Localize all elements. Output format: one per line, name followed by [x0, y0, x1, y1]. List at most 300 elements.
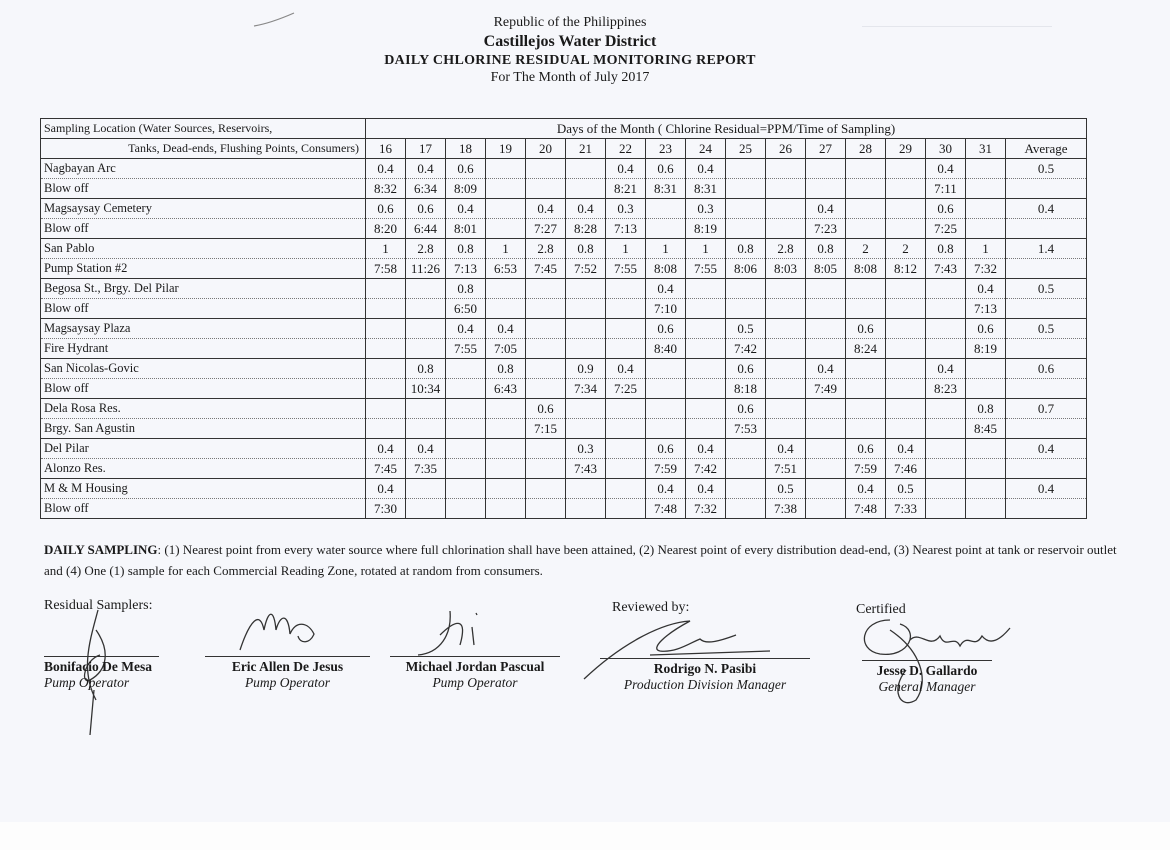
time-cell: 6:34 [406, 179, 446, 199]
time-cell: 7:32 [966, 259, 1006, 279]
ppm-cell: 0.6 [726, 399, 766, 419]
ppm-cell: 2.8 [766, 239, 806, 259]
time-cell [726, 219, 766, 239]
ppm-cell [886, 399, 926, 419]
time-cell [966, 459, 1006, 479]
time-cell [726, 459, 766, 479]
day-header: 21 [566, 139, 606, 159]
signatory-name: Eric Allen De Jesus [231, 659, 344, 674]
time-cell: 7:55 [606, 259, 646, 279]
ppm-cell [606, 399, 646, 419]
signatory-name: Rodrigo N. Pasibi [653, 661, 757, 676]
ppm-cell [406, 479, 446, 499]
ppm-cell: 0.6 [926, 199, 966, 219]
ppm-cell: 0.4 [926, 159, 966, 179]
ppm-cell [966, 359, 1006, 379]
signatory-title: Pump Operator [244, 675, 331, 690]
location-name: Dela Rosa Res. [41, 399, 366, 419]
location-detail: Fire Hydrant [41, 339, 366, 359]
time-cell [686, 299, 726, 319]
time-cell: 7:58 [366, 259, 406, 279]
table-row [41, 359, 1087, 379]
time-cell [846, 179, 886, 199]
time-cell [486, 219, 526, 239]
time-cell [766, 179, 806, 199]
ppm-cell [486, 199, 526, 219]
time-cell: 7:49 [806, 379, 846, 399]
ppm-cell [566, 399, 606, 419]
time-cell: 8:12 [886, 259, 926, 279]
time-cell [886, 379, 926, 399]
ppm-cell [566, 159, 606, 179]
ppm-cell [686, 399, 726, 419]
time-cell [926, 499, 966, 519]
ppm-cell [486, 439, 526, 459]
average-cell: 0.7 [1006, 399, 1087, 419]
time-cell [446, 499, 486, 519]
time-cell [646, 379, 686, 399]
time-cell [526, 299, 566, 319]
average-blank [1006, 299, 1087, 319]
time-cell: 8:45 [966, 419, 1006, 439]
signatory-title: Production Division Manager [623, 677, 787, 692]
average-cell: 0.4 [1006, 479, 1087, 499]
time-cell [806, 179, 846, 199]
ppm-cell: 0.4 [366, 479, 406, 499]
table-row [41, 499, 1087, 519]
location-detail: Blow off [41, 299, 366, 319]
time-cell: 7:15 [526, 419, 566, 439]
ppm-cell [606, 439, 646, 459]
average-blank [1006, 419, 1087, 439]
time-cell: 7:46 [886, 459, 926, 479]
ppm-cell [926, 439, 966, 459]
table-row [41, 159, 1087, 179]
signature-eric [230, 600, 330, 660]
time-cell: 8:19 [966, 339, 1006, 359]
time-cell: 8:09 [446, 179, 486, 199]
time-cell: 7:43 [926, 259, 966, 279]
ppm-cell [406, 319, 446, 339]
time-cell: 8:31 [646, 179, 686, 199]
ppm-cell [366, 319, 406, 339]
ppm-cell: 0.4 [686, 159, 726, 179]
day-header: 23 [646, 139, 686, 159]
ppm-cell [406, 399, 446, 419]
location-name: San Pablo [41, 239, 366, 259]
time-cell: 7:05 [486, 339, 526, 359]
time-cell [726, 179, 766, 199]
time-cell: 8:24 [846, 339, 886, 359]
location-name: Del Pilar [41, 439, 366, 459]
day-header: 20 [526, 139, 566, 159]
ppm-cell [526, 439, 566, 459]
time-cell: 7:27 [526, 219, 566, 239]
time-cell: 7:13 [966, 299, 1006, 319]
location-detail: Blow off [41, 499, 366, 519]
time-cell [366, 379, 406, 399]
time-cell [766, 419, 806, 439]
time-cell [686, 379, 726, 399]
time-cell: 7:45 [366, 459, 406, 479]
time-cell [766, 379, 806, 399]
ppm-cell [686, 279, 726, 299]
time-cell: 8:21 [606, 179, 646, 199]
ppm-cell: 1 [366, 239, 406, 259]
time-cell [566, 499, 606, 519]
ppm-cell [926, 279, 966, 299]
ppm-cell: 0.4 [406, 439, 446, 459]
average-header: Average [1006, 139, 1087, 159]
ppm-cell [886, 159, 926, 179]
ppm-cell [526, 359, 566, 379]
ppm-cell: 0.8 [726, 239, 766, 259]
ppm-cell: 0.4 [566, 199, 606, 219]
time-cell [806, 499, 846, 519]
table-row [41, 379, 1087, 399]
ppm-cell: 0.4 [486, 319, 526, 339]
time-cell: 8:08 [646, 259, 686, 279]
ppm-cell: 0.8 [446, 239, 486, 259]
day-header: 19 [486, 139, 526, 159]
time-cell [406, 339, 446, 359]
ppm-cell: 0.6 [526, 399, 566, 419]
time-cell [926, 339, 966, 359]
ppm-cell: 0.3 [606, 199, 646, 219]
ppm-cell [766, 319, 806, 339]
time-cell [686, 339, 726, 359]
ppm-cell: 1 [686, 239, 726, 259]
time-cell [646, 219, 686, 239]
time-cell [886, 339, 926, 359]
time-cell [806, 299, 846, 319]
ppm-cell [566, 279, 606, 299]
note-label: DAILY SAMPLING [44, 542, 158, 557]
ppm-cell [486, 159, 526, 179]
time-cell [406, 499, 446, 519]
day-header: 18 [446, 139, 486, 159]
time-cell [766, 299, 806, 319]
table-row [41, 339, 1087, 359]
time-cell [486, 419, 526, 439]
ppm-cell: 2 [886, 239, 926, 259]
time-cell: 8:03 [766, 259, 806, 279]
ppm-cell: 0.4 [646, 479, 686, 499]
time-cell [446, 459, 486, 479]
time-cell [366, 419, 406, 439]
time-cell [766, 219, 806, 239]
time-cell: 10:34 [406, 379, 446, 399]
time-cell [486, 459, 526, 479]
time-cell [526, 499, 566, 519]
time-cell: 8:01 [446, 219, 486, 239]
time-cell [886, 179, 926, 199]
ppm-cell [526, 319, 566, 339]
ppm-cell [886, 359, 926, 379]
chlorine-residual-table [40, 118, 1087, 519]
time-cell [846, 419, 886, 439]
time-cell [886, 419, 926, 439]
time-cell: 8:06 [726, 259, 766, 279]
location-name: San Nicolas-Govic [41, 359, 366, 379]
time-cell [486, 179, 526, 199]
time-cell: 8:40 [646, 339, 686, 359]
time-cell [606, 299, 646, 319]
ppm-cell: 0.4 [966, 279, 1006, 299]
location-name: Nagbayan Arc [41, 159, 366, 179]
ppm-cell [646, 199, 686, 219]
time-cell: 8:05 [806, 259, 846, 279]
average-blank [1006, 339, 1087, 359]
ppm-cell [766, 159, 806, 179]
table-row [41, 399, 1087, 419]
time-cell [566, 419, 606, 439]
time-cell [566, 299, 606, 319]
ppm-cell [646, 399, 686, 419]
time-cell [926, 299, 966, 319]
ppm-cell [646, 359, 686, 379]
ppm-cell: 0.4 [406, 159, 446, 179]
average-blank [1006, 179, 1087, 199]
day-header: 24 [686, 139, 726, 159]
time-cell [526, 379, 566, 399]
ppm-cell [966, 439, 1006, 459]
location-detail: Blow off [41, 379, 366, 399]
ppm-cell: 0.8 [806, 239, 846, 259]
average-cell: 0.5 [1006, 319, 1087, 339]
time-cell [806, 419, 846, 439]
average-cell: 0.5 [1006, 279, 1087, 299]
average-blank [1006, 259, 1087, 279]
table-row [41, 219, 1087, 239]
time-cell [366, 339, 406, 359]
location-detail: Brgy. San Agustin [41, 419, 366, 439]
time-cell: 7:11 [926, 179, 966, 199]
time-cell [886, 219, 926, 239]
day-header: 28 [846, 139, 886, 159]
day-header: 27 [806, 139, 846, 159]
ppm-cell [726, 159, 766, 179]
time-cell: 7:10 [646, 299, 686, 319]
ppm-cell [566, 479, 606, 499]
time-cell [846, 219, 886, 239]
ppm-cell: 1 [606, 239, 646, 259]
ppm-cell [926, 319, 966, 339]
time-cell [486, 499, 526, 519]
ppm-cell [446, 399, 486, 419]
ppm-cell: 0.6 [966, 319, 1006, 339]
ppm-cell: 0.4 [686, 439, 726, 459]
ppm-cell [806, 319, 846, 339]
time-cell [806, 459, 846, 479]
location-name: Magsaysay Cemetery [41, 199, 366, 219]
time-cell: 7:25 [606, 379, 646, 399]
time-cell [606, 499, 646, 519]
time-cell: 7:51 [766, 459, 806, 479]
ppm-cell: 0.5 [886, 479, 926, 499]
ppm-cell: 0.4 [766, 439, 806, 459]
day-header: 29 [886, 139, 926, 159]
location-header-line2: Tanks, Dead-ends, Flushing Points, Consumers) [41, 139, 366, 159]
ppm-cell [886, 199, 926, 219]
location-detail: Alonzo Res. [41, 459, 366, 479]
ppm-cell [566, 319, 606, 339]
ppm-cell [526, 159, 566, 179]
time-cell: 8:20 [366, 219, 406, 239]
table-row [41, 279, 1087, 299]
ppm-cell [846, 159, 886, 179]
ppm-cell: 0.4 [806, 199, 846, 219]
time-cell: 7:52 [566, 259, 606, 279]
ppm-cell [606, 319, 646, 339]
ppm-cell: 0.3 [686, 199, 726, 219]
signatory-rodrigo [600, 658, 810, 693]
signatory-title: Pump Operator [432, 675, 518, 690]
time-cell [966, 379, 1006, 399]
ppm-cell: 0.6 [846, 319, 886, 339]
time-cell [606, 339, 646, 359]
daily-sampling-note [44, 540, 1124, 582]
ppm-cell [886, 319, 926, 339]
time-cell: 6:44 [406, 219, 446, 239]
location-detail: Blow off [41, 179, 366, 199]
ppm-cell [606, 479, 646, 499]
ppm-cell [886, 279, 926, 299]
time-cell: 7:35 [406, 459, 446, 479]
ppm-cell: 0.4 [446, 199, 486, 219]
ppm-cell [806, 159, 846, 179]
time-cell [886, 299, 926, 319]
ppm-cell: 0.6 [846, 439, 886, 459]
table-row [41, 419, 1087, 439]
time-cell [846, 299, 886, 319]
ppm-cell: 0.4 [366, 159, 406, 179]
ppm-cell: 2.8 [406, 239, 446, 259]
time-cell: 7:48 [646, 499, 686, 519]
time-cell: 8:28 [566, 219, 606, 239]
ppm-cell [806, 439, 846, 459]
ppm-cell: 0.8 [486, 359, 526, 379]
ppm-cell [486, 399, 526, 419]
ppm-cell [446, 439, 486, 459]
ppm-cell: 0.4 [926, 359, 966, 379]
time-cell [566, 339, 606, 359]
time-cell: 7:55 [446, 339, 486, 359]
table-row [41, 459, 1087, 479]
ppm-cell: 0.5 [726, 319, 766, 339]
time-cell [446, 419, 486, 439]
table-row [41, 259, 1087, 279]
time-cell: 6:43 [486, 379, 526, 399]
ppm-cell [966, 479, 1006, 499]
residual-samplers-label: Residual Samplers: [44, 598, 153, 613]
average-cell: 0.5 [1006, 159, 1087, 179]
time-cell [846, 379, 886, 399]
ppm-cell [366, 399, 406, 419]
ppm-cell [406, 279, 446, 299]
ppm-cell [526, 279, 566, 299]
ppm-cell [846, 199, 886, 219]
ppm-cell: 0.4 [686, 479, 726, 499]
ppm-cell [686, 359, 726, 379]
average-blank [1006, 379, 1087, 399]
signatory-bonifacio [44, 656, 169, 691]
signatory-title: General Manager [878, 679, 976, 694]
ppm-cell [526, 479, 566, 499]
header-report-title: DAILY CHLORINE RESIDUAL MONITORING REPORT [384, 52, 756, 68]
ppm-cell [486, 479, 526, 499]
certified-label: Certified [856, 602, 906, 617]
scan-margin [0, 822, 1170, 850]
ppm-cell [726, 279, 766, 299]
day-header: 25 [726, 139, 766, 159]
ppm-cell [846, 279, 886, 299]
time-cell: 6:50 [446, 299, 486, 319]
time-cell [526, 459, 566, 479]
location-name: Begosa St., Brgy. Del Pilar [41, 279, 366, 299]
reviewed-by-label: Reviewed by: [612, 600, 690, 615]
table-row [41, 239, 1087, 259]
time-cell: 6:53 [486, 259, 526, 279]
ppm-cell: 0.4 [526, 199, 566, 219]
time-cell: 8:19 [686, 219, 726, 239]
time-cell: 8:23 [926, 379, 966, 399]
location-name: M & M Housing [41, 479, 366, 499]
ppm-cell: 0.8 [966, 399, 1006, 419]
ppm-cell [966, 199, 1006, 219]
average-blank [1006, 219, 1087, 239]
ppm-cell: 0.4 [886, 439, 926, 459]
ppm-cell: 2.8 [526, 239, 566, 259]
time-cell: 7:25 [926, 219, 966, 239]
ppm-cell: 0.5 [766, 479, 806, 499]
header-district: Castillejos Water District [483, 32, 657, 50]
time-cell: 7:33 [886, 499, 926, 519]
ppm-cell: 1 [966, 239, 1006, 259]
ppm-cell: 0.8 [566, 239, 606, 259]
signatory-name: Michael Jordan Pascual [405, 659, 545, 674]
time-cell: 7:30 [366, 499, 406, 519]
signatory-jesse [862, 660, 992, 695]
time-cell: 7:13 [606, 219, 646, 239]
ppm-cell: 0.8 [926, 239, 966, 259]
time-cell: 7:42 [726, 339, 766, 359]
ppm-cell [846, 399, 886, 419]
time-cell [606, 459, 646, 479]
location-header-line1: Sampling Location (Water Sources, Reservoirs, [41, 119, 366, 139]
signatory-name: Jesse D. Gallardo [876, 663, 978, 678]
time-cell: 7:23 [806, 219, 846, 239]
time-cell: 7:43 [566, 459, 606, 479]
ppm-cell [806, 279, 846, 299]
ppm-cell: 0.6 [646, 159, 686, 179]
ppm-cell [846, 359, 886, 379]
signatory-name: Bonifacio De Mesa [44, 659, 152, 674]
time-cell [526, 179, 566, 199]
ppm-cell [686, 319, 726, 339]
day-header: 31 [966, 139, 1006, 159]
time-cell: 7:48 [846, 499, 886, 519]
time-cell [966, 219, 1006, 239]
ppm-cell [606, 279, 646, 299]
ppm-cell: 2 [846, 239, 886, 259]
signatory-michael [390, 656, 560, 691]
ppm-cell [766, 399, 806, 419]
day-header: 22 [606, 139, 646, 159]
time-cell: 7:34 [566, 379, 606, 399]
ppm-cell: 1 [646, 239, 686, 259]
ppm-cell: 0.9 [566, 359, 606, 379]
